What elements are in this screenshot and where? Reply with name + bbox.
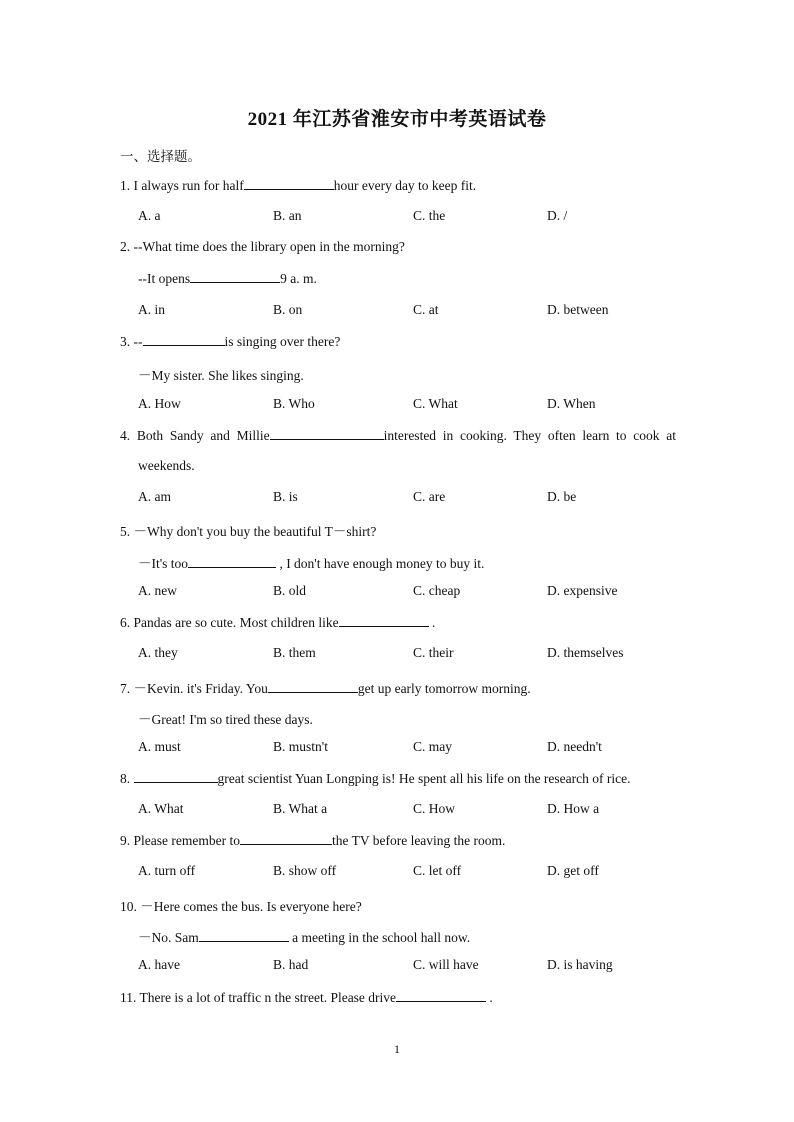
question-2	[120, 239, 405, 255]
option-b: B. old	[273, 583, 307, 598]
option-c: C. the	[413, 208, 446, 223]
question-text: －It's too	[138, 556, 189, 571]
question-number: 7.	[120, 681, 131, 696]
question-number: 1.	[120, 178, 131, 193]
option-a: A. am	[138, 489, 171, 504]
question-number: 8.	[120, 771, 131, 786]
option-d: D. expensive	[547, 583, 618, 598]
question-number: 3.	[120, 334, 131, 349]
question-text: weekends.	[138, 458, 195, 473]
question-number: 9.	[120, 833, 131, 848]
question-7	[120, 677, 531, 697]
question-4	[120, 427, 676, 444]
option-d: D. is having	[547, 957, 613, 972]
question-5-reply	[138, 552, 484, 572]
question-text: --	[133, 334, 143, 349]
question-text: .	[428, 615, 436, 630]
question-4-cont	[138, 458, 195, 474]
question-10-reply	[138, 926, 470, 946]
option-d: D. When	[547, 396, 596, 411]
question-5	[120, 520, 376, 540]
question-1	[120, 177, 476, 194]
question-6	[120, 614, 435, 631]
option-d: D. needn't	[547, 739, 602, 754]
option-b: B. them	[273, 645, 316, 660]
option-c: C. What	[413, 396, 458, 411]
question-text: Please remember to	[133, 833, 240, 848]
answer-blank	[244, 177, 334, 190]
question-text: －Kevin. it's Friday. You	[133, 681, 268, 696]
option-d: D. /	[547, 208, 568, 223]
answer-blank	[268, 680, 358, 693]
question-number: 2.	[120, 239, 131, 254]
option-a: A. in	[138, 302, 165, 317]
question-text: get up early tomorrow morning.	[357, 681, 531, 696]
page-number: 1	[394, 1042, 400, 1056]
option-b: B. an	[273, 208, 302, 223]
answer-blank	[270, 427, 384, 440]
option-b: B. mustn't	[273, 739, 328, 754]
option-c: C. cheap	[413, 583, 461, 598]
question-text: Pandas are so cute. Most children like	[133, 615, 339, 630]
section-heading: 一、选择题。	[120, 149, 201, 164]
option-b: B. had	[273, 957, 309, 972]
option-a: A. new	[138, 583, 177, 598]
option-d: D. between	[547, 302, 609, 317]
question-number: 11.	[120, 990, 137, 1005]
answer-blank	[190, 270, 280, 283]
answer-blank	[134, 770, 218, 783]
option-d: D. be	[547, 489, 577, 504]
option-a: A. a	[138, 208, 161, 223]
question-3	[120, 333, 340, 350]
option-c: C. will have	[413, 957, 479, 972]
answer-blank	[396, 989, 486, 1002]
question-text: －My sister. She likes singing.	[138, 368, 304, 383]
question-8	[120, 770, 631, 787]
question-number: 5.	[120, 524, 131, 539]
option-d: D. How a	[547, 801, 600, 816]
question-text: great scientist Yuan Longping is! He spent all his life on the research of rice.	[217, 771, 631, 786]
option-a: A. turn off	[138, 863, 196, 878]
question-text: There is a lot of traffic n the street. Please drive	[139, 990, 397, 1005]
page-title: 2021 年江苏省淮安市中考英语试卷	[247, 109, 547, 130]
question-text: is singing over there?	[224, 334, 341, 349]
answer-blank	[240, 832, 332, 845]
question-9	[120, 832, 505, 849]
answer-blank	[188, 555, 276, 568]
option-b: B. is	[273, 489, 298, 504]
option-b: B. show off	[273, 863, 337, 878]
option-a: A. they	[138, 645, 178, 660]
question-10	[120, 895, 362, 915]
question-7-reply	[138, 708, 313, 728]
question-number: 4.	[120, 428, 131, 443]
question-text: －Great! I'm so tired these days.	[138, 712, 313, 727]
answer-blank	[143, 333, 225, 346]
option-d: D. get off	[547, 863, 599, 878]
option-a: A. What	[138, 801, 184, 816]
option-d: D. themselves	[547, 645, 624, 660]
question-text: －No. Sam	[138, 930, 199, 945]
question-text: --It opens	[138, 271, 191, 286]
option-c: C. How	[413, 801, 456, 816]
question-text: Both Sandy and Millie	[136, 428, 270, 443]
option-a: A. must	[138, 739, 181, 754]
question-2-reply	[138, 270, 317, 287]
option-c: C. at	[413, 302, 439, 317]
option-b: B. Who	[273, 396, 315, 411]
option-b: B. What a	[273, 801, 328, 816]
option-c: C. are	[413, 489, 446, 504]
question-text: I always run for half	[133, 178, 244, 193]
question-number: 6.	[120, 615, 131, 630]
option-a: A. How	[138, 396, 181, 411]
option-c: C. may	[413, 739, 452, 754]
question-text: －Why don't you buy the beautiful T－shirt?	[133, 524, 377, 539]
question-text: interested in cooking. They often learn to cook at	[383, 428, 677, 443]
question-text: －Here comes the bus. Is everyone here?	[140, 899, 362, 914]
answer-blank	[339, 614, 429, 627]
question-11	[120, 989, 493, 1006]
question-text: the TV before leaving the room.	[331, 833, 506, 848]
question-text: 9 a. m.	[280, 271, 317, 286]
option-a: A. have	[138, 957, 180, 972]
question-text: a meeting in the school hall now.	[288, 930, 471, 945]
question-number: 10.	[120, 899, 137, 914]
question-3-reply	[138, 364, 304, 384]
option-c: C. let off	[413, 863, 462, 878]
question-text: , I don't have enough money to buy it.	[276, 556, 485, 571]
question-text: --What time does the library open in the morning?	[133, 239, 405, 254]
question-text: .	[486, 990, 493, 1005]
option-b: B. on	[273, 302, 303, 317]
question-text: hour every day to keep fit.	[333, 178, 477, 193]
answer-blank	[199, 929, 289, 942]
option-c: C. their	[413, 645, 454, 660]
